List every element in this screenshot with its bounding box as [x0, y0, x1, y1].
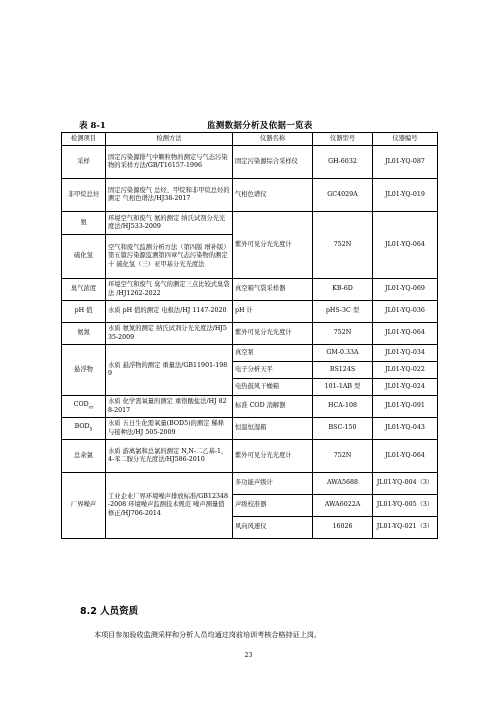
table-caption	[79, 119, 429, 133]
cell-code: JL01-YQ-091	[373, 396, 438, 418]
cell-code: JL01-YQ-064	[373, 212, 438, 279]
table-row	[62, 345, 438, 362]
cell-item: 硫化氢	[62, 235, 106, 279]
cell-method: 固定污染源排气中颗粒物的测定与气态污染物的采样方法/GB/T16157-1996	[106, 146, 233, 179]
cell-code: JL01-YQ-069	[373, 279, 438, 301]
cell-code: JL01-YQ-043	[373, 418, 438, 440]
table-row	[62, 473, 438, 495]
cell-model: GH-6032	[313, 146, 373, 179]
cell-model: AWA6022A	[313, 495, 373, 517]
cell-instrument: pH 计	[233, 301, 313, 323]
cell-instrument: 真空箱气袋采样器	[233, 279, 313, 301]
cell-method: 固定污染源废气 总烃、甲烷和非甲烷总烃的测定 气相色谱法/HJ38-2017	[106, 179, 233, 212]
cell-code: JL01-YQ-064	[373, 323, 438, 345]
header-item: 检测项目	[62, 133, 106, 146]
cell-model: 752N	[313, 212, 373, 279]
table-row	[62, 440, 438, 473]
cell-model: KB-6D	[313, 279, 373, 301]
cell-method: 水质 游离氯和总氯的测定 N,N-二乙基-1，4-苯二胺分光光度法/HJ586-2010	[106, 440, 233, 473]
cell-item: 氨	[62, 212, 106, 235]
cell-model: AWA5688	[313, 473, 373, 495]
cell-code: JL01-YQ-034	[373, 345, 438, 362]
cell-item: 厂界噪声	[62, 473, 106, 539]
table-row	[62, 396, 438, 418]
header-code: 仪器编号	[373, 133, 438, 146]
cell-instrument: 紫外可见分光光度计	[233, 323, 313, 345]
cell-instrument: 固定污染源综合采样仪	[233, 146, 313, 179]
cell-instrument: 紫外可见分光光度计	[233, 440, 313, 473]
cell-method: 水质 化学需氧量的测定 重铬酸盐法/HJ 828-2017	[106, 396, 233, 418]
cell-instrument: 多功能声级计	[233, 473, 313, 495]
cell-model: 752N	[313, 440, 373, 473]
section-paragraph: 本项目参加验收监测采样和分析人员均通过岗前培训考核合格持证上岗。	[94, 630, 321, 639]
header-instrument: 仪器名称	[233, 133, 313, 146]
cell-instrument: 真空泵	[233, 345, 313, 362]
cell-item: pH 值	[62, 301, 106, 323]
cell-instrument: 电子分析天平	[233, 362, 313, 379]
cell-item: 悬浮物	[62, 345, 106, 396]
cell-method: 水质 氨氮的测定 纳氏试剂分光光度法/HJ535-2009	[106, 323, 233, 345]
cell-item: 臭气浓度	[62, 279, 106, 301]
cell-method: 环境空气和废气 臭气的测定三点比较式臭袋法 /HJ1262-2022	[106, 279, 233, 301]
cell-model: BS124S	[313, 362, 373, 379]
cell-method: 水质 pH 值的测定 电极法/HJ 1147-2020	[106, 301, 233, 323]
table-row	[62, 212, 438, 235]
table-row	[62, 179, 438, 212]
cell-model: GC4029A	[313, 179, 373, 212]
cell-code: JL01-YQ-064	[373, 440, 438, 473]
cell-code: JL01-YQ-087	[373, 146, 438, 179]
cell-item-subscript: 5	[89, 427, 93, 433]
monitoring-table	[61, 132, 438, 539]
cell-code: JL01-YQ-004（3）	[373, 473, 438, 495]
cell-code: JL01-YQ-022	[373, 362, 438, 379]
cell-item: 氨氮	[62, 323, 106, 345]
table-header-row	[62, 133, 438, 146]
cell-item: 非甲烷总烃	[62, 179, 106, 212]
cell-item: $COD_{cr}$	[62, 396, 106, 418]
cell-method: 水质 悬浮物的测定 重量法/GB11901-1989	[106, 345, 233, 396]
table-title: 监测数据分析及依据一览表	[207, 121, 313, 131]
table-row	[62, 301, 438, 323]
cell-model: 16026	[313, 517, 373, 539]
cell-item-subscript: cr	[88, 405, 94, 411]
cell-model: pHS-3C 型	[313, 301, 373, 323]
cell-item: $BOD_5$	[62, 418, 106, 440]
cell-code: JL01-YQ-021（3）	[373, 517, 438, 539]
header-model: 仪器型号	[313, 133, 373, 146]
cell-instrument: 声级校准器	[233, 495, 313, 517]
cell-method: 空气和废气监测分析方法（第四版 增补版）第五篇污染源监测第四章气态污染物的测定 十 硫化氢（三）亚甲基分光光度法	[106, 235, 233, 279]
header-method: 检测方法	[106, 133, 233, 146]
cell-method: 水质 五日生化需氧量(BOD5)的测定 稀释与接种法/HJ 505-2009	[106, 418, 233, 440]
cell-model: 752N	[313, 323, 373, 345]
cell-code: JL01-YQ-036	[373, 301, 438, 323]
section-heading: 8.2 人员资质	[80, 606, 139, 617]
table-row	[62, 418, 438, 440]
cell-method: 环境空气和废气 氨的测定 纳氏试剂分光光度法/HJ533-2009	[106, 212, 233, 235]
table-row	[62, 146, 438, 179]
table-row	[62, 323, 438, 345]
cell-instrument: 电热鼓风干燥箱	[233, 379, 313, 396]
table-number: 表 8-1	[79, 121, 106, 131]
cell-model: BSC-150	[313, 418, 373, 440]
cell-model: 101-1AB 型	[313, 379, 373, 396]
cell-model: HCA-108	[313, 396, 373, 418]
cell-code: JL01-YQ-019	[373, 179, 438, 212]
cell-method: 工业企业厂界环境噪声排放标准/GB12348-2008 环境噪声监测技术规范 噪声测量值修正/HJ706-2014	[106, 473, 233, 539]
cell-instrument: 气相色谱仪	[233, 179, 313, 212]
cell-item: 总余氯	[62, 440, 106, 473]
cell-instrument: 标准 COD 消解器	[233, 396, 313, 418]
cell-instrument: 风向风速仪	[233, 517, 313, 539]
cell-code: JL01-YQ-024	[373, 379, 438, 396]
cell-instrument: 恒温恒湿箱	[233, 418, 313, 440]
cell-item: 采样	[62, 146, 106, 179]
cell-code: JL01-YQ-005（3）	[373, 495, 438, 517]
cell-instrument: 紫外可见分光光度计	[233, 212, 313, 279]
page-number: 23	[244, 652, 253, 659]
cell-model: GM-0.33A	[313, 345, 373, 362]
table-row	[62, 279, 438, 301]
